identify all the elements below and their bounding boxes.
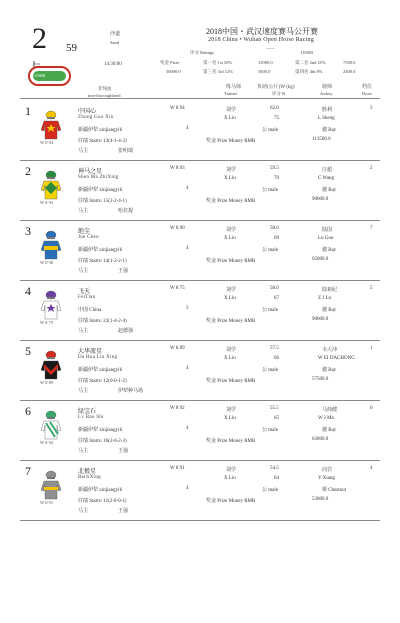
horse-owner: 王强 bbox=[118, 269, 129, 274]
horse-number: 1 bbox=[25, 104, 31, 118]
trainer-cn: 刘学 bbox=[226, 288, 237, 293]
horse-owner: 伊犁种马场 bbox=[118, 389, 144, 394]
horse-number: 6 bbox=[25, 404, 31, 418]
jockey-en: W J Ma bbox=[318, 416, 334, 421]
prize-3rd: 第三名 3rd 12% bbox=[203, 69, 233, 74]
jockey-en: Z J Lu bbox=[318, 296, 332, 301]
jockey-cn: 陆国 bbox=[322, 228, 333, 233]
jockey-en: Lu Guo bbox=[318, 236, 334, 241]
horse-form: 往绩 Starts: 14(1-2-2-1) bbox=[78, 259, 127, 264]
prize-3rd-amount: 3600.0 bbox=[258, 69, 271, 74]
col-jockey-cn: 骑师 bbox=[322, 85, 333, 90]
trainer-en: X Liu bbox=[224, 116, 236, 121]
horse-number: 3 bbox=[25, 224, 31, 238]
horse-sex: 公 male bbox=[262, 188, 278, 193]
horse-name-cn: 飞天 bbox=[78, 289, 91, 295]
ratings-value: —— bbox=[266, 45, 275, 50]
prize-1st-amount: 15000.0 bbox=[258, 60, 273, 65]
horse-name-en: Zhong Guo Xin bbox=[78, 115, 114, 120]
race-title-cn: 2018中国・武汉速度赛马公开赛 bbox=[206, 27, 318, 36]
horse-number: 5 bbox=[25, 344, 31, 358]
jockey-en: C Wang bbox=[318, 176, 335, 181]
horse-color: 骝 Bay bbox=[322, 368, 337, 373]
trainer-en: X Liu bbox=[224, 296, 236, 301]
horse-wr: 69 bbox=[274, 236, 279, 241]
horse-wr: 67 bbox=[274, 296, 279, 301]
silk-red-yellow-stars-icon bbox=[40, 110, 62, 140]
horse-wr: 64 bbox=[274, 476, 279, 481]
horse-color: 骝 Bay bbox=[322, 248, 337, 253]
col-trainer-cn: 练马师 bbox=[226, 85, 242, 90]
header-divider bbox=[20, 98, 380, 99]
surface-en: Sand bbox=[110, 40, 119, 45]
track-distance-label: 1100M bbox=[34, 73, 46, 78]
horse-code: W 8 89 bbox=[40, 380, 54, 385]
breed-en: non-thoroughbred bbox=[88, 93, 121, 98]
horse-code: W 8 91 bbox=[40, 500, 54, 505]
col-weight-cn: 负磅(公斤)W (kg) bbox=[257, 85, 295, 90]
horse-wr: 66 bbox=[274, 356, 279, 361]
prize-total: 30000.0 bbox=[166, 69, 181, 74]
trainer-cn: 刘学 bbox=[226, 228, 237, 233]
horse-sex: 公 male bbox=[262, 368, 278, 373]
race-number: 2 bbox=[32, 22, 47, 55]
prize-4th-amount: 2400.0 bbox=[343, 69, 356, 74]
horse-name-cn: 神马之星 bbox=[78, 169, 103, 175]
horse-name-cn: 大华流星 bbox=[78, 349, 103, 355]
race-time: 14:30:00 bbox=[104, 62, 122, 67]
owner-label: 马主 bbox=[78, 449, 89, 454]
horse-owner: 王强 bbox=[118, 509, 129, 514]
trainer-cn: 刘学 bbox=[226, 408, 237, 413]
row-divider bbox=[20, 340, 380, 341]
horse-form: 往绩 Starts: 13(4-1-4-2) bbox=[78, 139, 127, 144]
horse-age: 4 bbox=[186, 426, 189, 431]
horse-form: 往绩 Starts: 15(2-2-4-1) bbox=[78, 199, 127, 204]
trainer-en: X Liu bbox=[224, 416, 236, 421]
horse-name-en: BeiJiXing bbox=[78, 475, 101, 480]
horse-color: 骝 Bay bbox=[322, 428, 337, 433]
owner-label: 马主 bbox=[78, 149, 89, 154]
horse-age: 4 bbox=[186, 126, 189, 131]
horse-name-cn: 绿宝石 bbox=[78, 409, 97, 415]
horse-form: 往绩 Starts: 22(1-4-2-4) bbox=[78, 319, 127, 324]
prize-1st: 第一名 1st 50% bbox=[203, 60, 233, 65]
horse-age: 4 bbox=[186, 486, 189, 491]
jockey-cn: 汪超 bbox=[322, 168, 333, 173]
prize-money-value: 113500.0 bbox=[312, 137, 331, 142]
horse-wr: 75 bbox=[274, 116, 279, 121]
horse-draw: 3 bbox=[370, 106, 373, 111]
horse-weight: 58.0 bbox=[270, 286, 279, 291]
prize-4th: 第四名 4th 8% bbox=[295, 69, 323, 74]
horse-draw: 7 bbox=[370, 226, 373, 231]
prize-money-value: 53000.0 bbox=[312, 497, 329, 502]
horse-code: W 8 92 bbox=[40, 440, 54, 445]
horse-rating: W 8 91 bbox=[170, 466, 185, 471]
ratings-label: 评分 Ratings bbox=[190, 50, 214, 55]
horse-sex: 公 male bbox=[262, 308, 278, 313]
horse-name-cn: 中国心 bbox=[78, 109, 97, 115]
horse-weight: 55.5 bbox=[270, 406, 279, 411]
horse-number: 7 bbox=[25, 464, 31, 478]
race-distance: 1100M bbox=[300, 50, 313, 55]
horse-row bbox=[0, 464, 400, 540]
owner-label: 马主 bbox=[78, 389, 89, 394]
silk-green-white-stripes-icon bbox=[40, 410, 62, 440]
surface-cn: 沙道 bbox=[110, 32, 121, 37]
row-divider bbox=[20, 520, 380, 521]
prize-money-value: 63000.0 bbox=[312, 437, 329, 442]
prize-2nd: 第二名 2nd 25% bbox=[295, 60, 326, 65]
prize-money-label: 奖金 Prize Money RMB bbox=[206, 139, 256, 144]
horse-origin: 新疆伊犁 xinjiangyili bbox=[78, 368, 123, 373]
horse-owner: 王强 bbox=[118, 449, 129, 454]
col-trainer-en: Trainer bbox=[224, 91, 238, 96]
horse-sex: 公 male bbox=[262, 248, 278, 253]
horse-origin: 新疆伊犁 xinjiangyili bbox=[78, 428, 123, 433]
horse-weight: 57.5 bbox=[270, 346, 279, 351]
horse-color: 骝 Bay bbox=[322, 188, 337, 193]
horse-origin: 新疆伊犁 xinjiangyili bbox=[78, 128, 123, 133]
horse-age: 4 bbox=[186, 246, 189, 251]
row-divider bbox=[20, 460, 380, 461]
trainer-en: X Liu bbox=[224, 476, 236, 481]
jockey-cn: 马炜健 bbox=[322, 408, 338, 413]
horse-form: 往绩 Starts: 16(2-0-2-3) bbox=[78, 439, 127, 444]
horse-draw: 1 bbox=[370, 346, 373, 351]
horse-rating: W 8 94 bbox=[170, 106, 185, 111]
horse-draw: 4 bbox=[370, 466, 373, 471]
horse-rating: W 8 92 bbox=[170, 406, 185, 411]
breed-cn: 非纯血 bbox=[98, 86, 112, 91]
horse-code: W 8 75 bbox=[40, 320, 54, 325]
horse-draw: 2 bbox=[370, 166, 373, 171]
horse-rating: W 8 89 bbox=[170, 346, 185, 351]
horse-code: W 8 93 bbox=[40, 200, 54, 205]
horse-form: 往绩 Starts: 12(0-0-1-2) bbox=[78, 379, 127, 384]
horse-draw: 6 bbox=[370, 406, 373, 411]
silk-blue-yellow-icon bbox=[40, 230, 62, 260]
horse-age: 3 bbox=[186, 306, 189, 311]
horse-code: W 8 90 bbox=[40, 260, 54, 265]
owner-label: 马主 bbox=[78, 509, 89, 514]
prize-money-value: 90000.0 bbox=[312, 317, 329, 322]
silk-grey-yellow-icon bbox=[40, 470, 62, 500]
horse-age: 4 bbox=[186, 186, 189, 191]
horse-wr: 65 bbox=[274, 416, 279, 421]
row-divider bbox=[20, 220, 380, 221]
horse-name-en: Jue Chen bbox=[78, 235, 99, 240]
col-weight-en: 评分 R bbox=[272, 91, 286, 96]
horse-weight: 58.0 bbox=[270, 226, 279, 231]
horse-color: 骝 Bay bbox=[322, 308, 337, 313]
horse-weight: 59.5 bbox=[270, 166, 279, 171]
owner-label: 马主 bbox=[78, 209, 89, 214]
prize-money-label: 奖金 Prize Money RMB bbox=[206, 379, 256, 384]
horse-origin: 新疆伊犁 xinjiangyili bbox=[78, 248, 123, 253]
owner-label: 马主 bbox=[78, 329, 89, 334]
col-draw-cn: 档位 bbox=[362, 85, 373, 90]
horse-wr: 70 bbox=[274, 176, 279, 181]
jockey-en: L Sheng bbox=[318, 116, 335, 121]
horse-form: 往绩 Starts: 11(2-0-0-1) bbox=[78, 499, 127, 504]
prize-money-value: 90000.0 bbox=[312, 197, 329, 202]
horse-origin: 新疆伊犁 xinjiangyili bbox=[78, 188, 123, 193]
horse-color: 骝 Bay bbox=[322, 128, 337, 133]
row-divider bbox=[20, 280, 380, 281]
trainer-en: X Liu bbox=[224, 236, 236, 241]
trainer-cn: 刘学 bbox=[226, 468, 237, 473]
col-jockey-en: Jockey bbox=[320, 91, 333, 96]
row-divider bbox=[20, 400, 380, 401]
silk-green-yellow-icon bbox=[40, 170, 62, 200]
horse-name-en: Lv Bao Shi bbox=[78, 415, 104, 420]
horse-name-en: Shen Ma ZhiXing bbox=[78, 175, 119, 180]
jockey-cn: 向岩 bbox=[322, 468, 333, 473]
trainer-en: X Liu bbox=[224, 356, 236, 361]
horse-owner: 哈拉提 bbox=[118, 209, 134, 214]
horse-origin: 新疆伊犁 xinjiangyili bbox=[78, 488, 123, 493]
prize-2nd-amount: 7500.0 bbox=[343, 60, 356, 65]
trainer-cn: 刘学 bbox=[226, 168, 237, 173]
horse-draw: 5 bbox=[370, 286, 373, 291]
track-map-icon bbox=[28, 61, 72, 87]
silk-white-purple-star-icon bbox=[40, 290, 62, 320]
prize-money-label: 奖金 Prize Money RMB bbox=[206, 439, 256, 444]
runner-count: 59 bbox=[66, 42, 77, 54]
horse-owner: 张明瑞 bbox=[118, 149, 134, 154]
horse-code: W 8 94 bbox=[40, 140, 54, 145]
horse-name-en: FeiTian bbox=[78, 295, 96, 300]
col-draw-en: Draw bbox=[362, 91, 372, 96]
horse-rating: W 8 93 bbox=[170, 166, 185, 171]
prize-money-label: 奖金 Prize Money RMB bbox=[206, 199, 256, 204]
horse-origin: 中国 China bbox=[78, 308, 102, 313]
horse-age: 4 bbox=[186, 366, 189, 371]
horse-name-cn: 北极星 bbox=[78, 469, 97, 475]
silk-red-black-chevron-icon bbox=[40, 350, 62, 380]
prize-money-label: 奖金 Prize Money RMB bbox=[206, 499, 256, 504]
horse-weight: 62.0 bbox=[270, 106, 279, 111]
horse-number: 2 bbox=[25, 164, 31, 178]
horse-weight: 54.5 bbox=[270, 466, 279, 471]
horse-owner: 赵德强 bbox=[118, 329, 134, 334]
owner-label: 马主 bbox=[78, 269, 89, 274]
horse-number: 4 bbox=[25, 284, 31, 298]
horse-rating: W 8 75 bbox=[170, 286, 185, 291]
horse-sex: 公 male bbox=[262, 128, 278, 133]
trainer-en: X Liu bbox=[224, 176, 236, 181]
race-title-en: 2018 China • Wuhan Open Horse Racing bbox=[208, 37, 314, 43]
prize-money-label: 奖金 Prize Money RMB bbox=[206, 319, 256, 324]
horse-name-en: Da Hua Liu Xing bbox=[78, 355, 118, 360]
jockey-en: W EI DACHONG bbox=[318, 356, 355, 361]
jockey-cn: 胜利 bbox=[322, 108, 333, 113]
prize-money-label: 奖金 Prize Money RMB bbox=[206, 259, 256, 264]
jockey-cn: 陆祖纪 bbox=[322, 288, 338, 293]
horse-name-cn: 绝尘 bbox=[78, 229, 91, 235]
horse-rating: W 8 90 bbox=[170, 226, 185, 231]
prize-money-value: 57500.0 bbox=[312, 377, 329, 382]
horse-sex: 公 male bbox=[262, 488, 278, 493]
row-divider bbox=[20, 160, 380, 161]
jockey-en: Y Xiang bbox=[318, 476, 335, 481]
trainer-cn: 刘学 bbox=[226, 348, 237, 353]
jockey-cn: 韦大冲 bbox=[322, 348, 338, 353]
trainer-cn: 刘学 bbox=[226, 108, 237, 113]
prize-money-value: 65000.0 bbox=[312, 257, 329, 262]
horse-sex: 公 male bbox=[262, 428, 278, 433]
prize-label: 奖金 Prize bbox=[160, 60, 180, 65]
horse-color: 栗 Chestnut bbox=[322, 488, 347, 493]
